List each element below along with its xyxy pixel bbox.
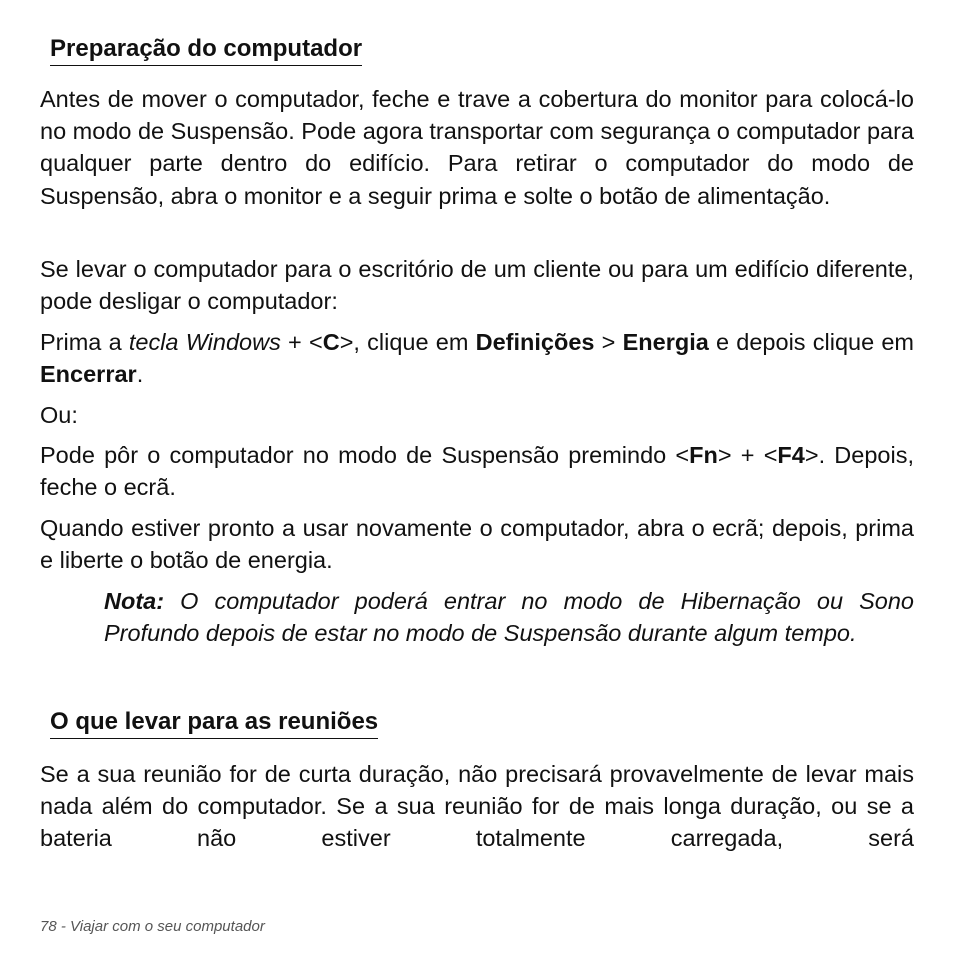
menu-encerrar: Encerrar (40, 361, 137, 388)
paragraph-intro: Antes de mover o computador, feche e trave a cobertura do monitor para colocá-lo no modo de Suspensão. Pode agora transportar com segurança o computador para qualquer parte dentro do edifício. Para retirar o computador do modo de Suspensão, abra o monitor e a seguir prima e solte o botão de alimentação. (40, 86, 914, 209)
text-run: >, clique em (339, 329, 476, 355)
menu-energia: Energia (622, 329, 709, 355)
paragraph-instructions-windows (40, 326, 914, 390)
key-c: C (322, 329, 340, 355)
paragraph-desligar: Se levar o computador para o escritório de um cliente ou para um edifício diferente, pode desligar o computador: (40, 256, 914, 315)
menu-definicoes: Definições (475, 329, 595, 355)
paragraph-shortcut-fn-f4 (40, 439, 914, 503)
text-run: Pode pôr o computador no modo de Suspensão premindo < (40, 442, 690, 468)
paragraph-retomar: Quando estiver pronto a usar novamente o computador, abra o ecrã; depois, prima e liberte o botão de energia. (40, 515, 914, 574)
text-run: Prima a (40, 329, 129, 355)
key-name-windows: tecla Windows (128, 329, 281, 355)
section-heading-preparacao: Preparação do computador (50, 34, 362, 66)
key-f4: F4 (777, 442, 805, 468)
text-run: >. Depois, feche o ecrã. (40, 442, 914, 501)
note-label: Nota: (104, 588, 165, 614)
text-run: e depois clique em (708, 329, 915, 355)
page-footer: 78 - Viajar com o seu computador (40, 918, 265, 935)
text-run: . (136, 361, 144, 388)
section-heading-reunioes: O que levar para as reuniões (50, 707, 378, 739)
key-fn: Fn (689, 442, 718, 468)
note-text: O computador poderá entrar no modo de Hibernação ou Sono Profundo depois de estar no modo de Suspensão durante algum tempo. (104, 588, 914, 647)
paragraph-ou: Ou: (40, 402, 78, 428)
paragraph-reunioes: Se a sua reunião for de curta duração, não precisará provavelmente de levar mais nada além do computador. Se a sua reunião for de mais longa duração, ou se a bateria não estiver totalmente carregada, será (40, 761, 914, 852)
text-run: > (594, 329, 623, 355)
text-run: > + < (717, 442, 778, 468)
text-run: + < (280, 329, 323, 355)
note-paragraph (104, 585, 914, 649)
